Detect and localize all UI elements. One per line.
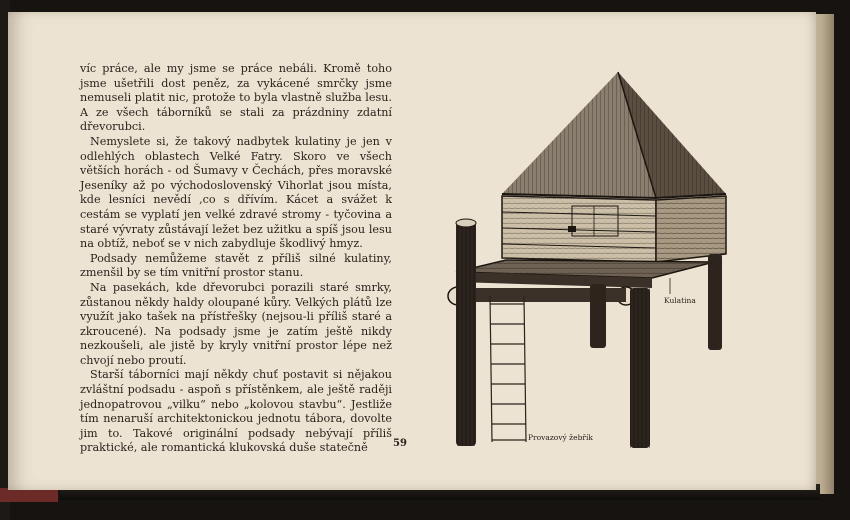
label-ladder: Provazový žebřík bbox=[528, 433, 593, 442]
paragraph: Starší táborníci mají někdy chuť postavit si nějakou zvláštní podsadu - aspoň s přístěnkem, ale ještě raději jednopatrovou „vilku“ nebo „kolovou stavbu“. Jestliže tím nenaruší architektonickou jednotu tábora, dovolte jim to. Takové originální podsady nebývají příliš praktické, ale romantická klukovská duše statečně bbox=[80, 368, 392, 455]
roof bbox=[502, 72, 726, 198]
page-number: 59 bbox=[393, 438, 407, 449]
paragraph: Podsady nemůžeme stavět z příliš silné kulatiny, zmenšil by se tím vnitřní prostor stanu. bbox=[80, 251, 392, 280]
book-cover-red bbox=[0, 488, 58, 502]
paragraph: Na pasekách, kde dřevorubci porazili staré smrky, zůstanou někdy haldy oloupané kůry. Velkých plátů lze využít jako tašek na přístřešky (nejsou-li příliš staré a zkroucené). Na podsady jsme je zatím ještě nikdy nezkoušeli, ale jistě by kryly vnitřní prostor lépe než chvojí nebo proutí. bbox=[80, 280, 392, 367]
label-log: Kulatina bbox=[664, 296, 696, 305]
rope-ladder bbox=[490, 296, 526, 442]
stilt-tent-illustration bbox=[436, 66, 736, 456]
paragraph: Nemyslete si, že takový nadbytek kulatiny je jen v odlehlých oblastech Velké Fatry. Skoro ve všech větších horách - od Šumavy v Čechách, přes moravské Jeseníky až po východoslovenský Vihorlat jsou místa, kde lesníci nevědí ,co s dřívím. Kácet a svážet k cestám se vyplatí jen velké zdravé stromy - tyčovina a staré vývraty zůstávají ležet bez užitku a spíš jsou lesu na obtíž, neboť se v nich zabydluje škodlivý hmyz. bbox=[80, 134, 392, 251]
paragraph: víc práce, ale my jsme se práce nebáli. Kromě toho jsme ušetřili dost peněz, za vykácené smrčky jsme nemuseli platit nic, protože to byla vlastně služba lesu. A ze všech táborníků se stali za prázdniny zdatní dřevorubci. bbox=[80, 62, 392, 134]
cabin-walls bbox=[502, 196, 726, 262]
body-text bbox=[80, 62, 392, 456]
